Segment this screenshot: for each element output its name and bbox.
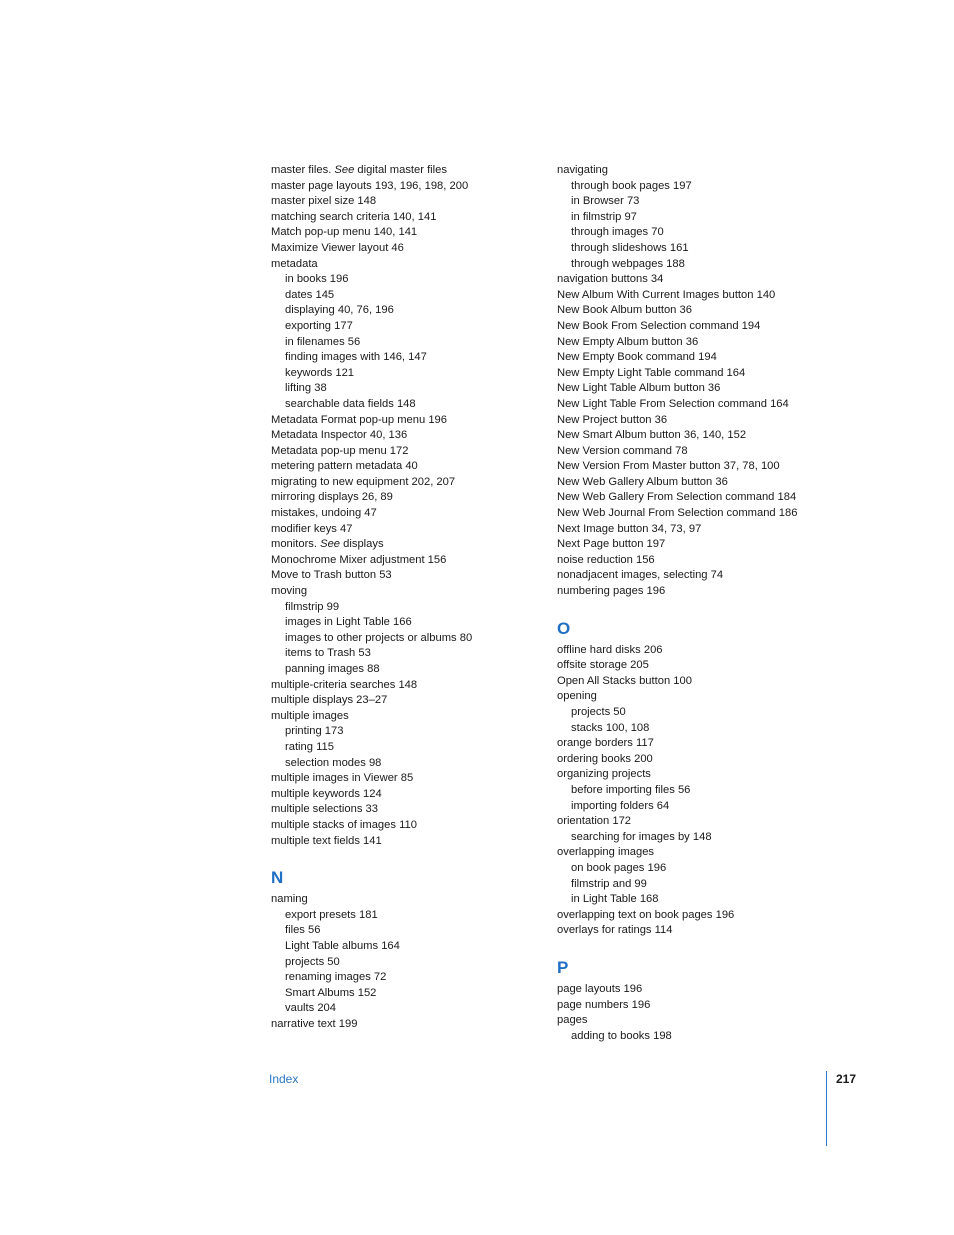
index-subentry: dates 145 (285, 288, 335, 301)
index-entry: noise reduction 156 (557, 553, 655, 566)
index-entry: New Empty Book command 194 (557, 351, 717, 364)
index-entry: multiple images in Viewer 85 (271, 772, 414, 785)
index-entry: New Web Journal From Selection command 186 (557, 507, 798, 520)
index-entry: multiple selections 33 (271, 803, 378, 816)
index-subentry: on book pages 196 (571, 861, 667, 874)
index-entry: migrating to new equipment 202, 207 (271, 475, 456, 488)
index-entry: page layouts 196 (557, 982, 643, 995)
index-entry-term: monitors. (271, 538, 321, 551)
index-entry: multiple keywords 124 (271, 787, 382, 800)
index-subentry: files 56 (285, 924, 321, 937)
index-entry: organizing projects (557, 768, 651, 781)
index-entry: moving (271, 585, 308, 598)
index-letter-heading: N (271, 868, 284, 888)
index-subentry: projects 50 (571, 706, 626, 718)
index-letter-heading: O (557, 618, 571, 638)
cross-reference-target: digital master files (354, 164, 447, 176)
index-subentry: vaults 204 (285, 1002, 336, 1015)
index-subentry: projects 50 (285, 955, 340, 968)
index-entry: New Version command 78 (557, 444, 688, 457)
index-subentry: adding to books 198 (571, 1029, 672, 1042)
index-entry: Open All Stacks button 100 (557, 674, 692, 687)
index-column-left (271, 163, 541, 1032)
index-entry: New Empty Album button 36 (557, 335, 699, 348)
index-subentry: images to other projects or albums 80 (285, 631, 473, 644)
index-entry: ordering books 200 (557, 752, 653, 765)
index-entry: New Light Table Album button 36 (557, 382, 721, 395)
footer-divider (826, 1071, 827, 1146)
index-entry: multiple images (271, 709, 349, 722)
index-column-right (557, 163, 827, 1044)
index-entry: Metadata Format pop-up menu 196 (271, 413, 447, 426)
index-entry: New Project button 36 (557, 413, 668, 426)
index-subentry: through book pages 197 (571, 179, 692, 192)
index-entry: New Web Gallery Album button 36 (557, 475, 728, 488)
index-entry: New Web Gallery From Selection command 184 (557, 491, 797, 504)
index-entry: offline hard disks 206 (557, 643, 663, 656)
index-entry (271, 163, 541, 179)
see-reference: See (320, 538, 341, 551)
index-subentry: searching for images by 148 (571, 830, 712, 843)
index-entry: pages (557, 1014, 588, 1027)
index-subentry: printing 173 (285, 725, 344, 738)
index-subentry: in Light Table 168 (571, 893, 659, 906)
index-entry: New Version From Master button 37, 78, 100 (557, 460, 780, 473)
cross-reference-target: displays (340, 538, 384, 551)
footer-section-label: Index (269, 1072, 299, 1086)
index-entry: Next Image button 34, 73, 97 (557, 522, 702, 535)
index-entry: mistakes, undoing 47 (271, 507, 377, 520)
index-entry: New Book From Selection command 194 (557, 319, 761, 332)
see-reference: See (334, 164, 355, 176)
index-subentry: before importing files 56 (571, 783, 691, 796)
index-subentry: finding images with 146, 147 (285, 351, 427, 364)
index-entry: New Empty Light Table command 164 (557, 366, 746, 379)
index-subentry: lifting 38 (285, 382, 327, 395)
index-entry: naming (271, 893, 308, 906)
index-entry: master page layouts 193, 196, 198, 200 (271, 179, 469, 192)
index-subentry: Light Table albums 164 (285, 939, 400, 952)
index-entry: Monochrome Mixer adjustment 156 (271, 553, 447, 566)
index-entry (271, 537, 541, 553)
index-entry: offsite storage 205 (557, 659, 649, 672)
index-subentry: in filenames 56 (285, 335, 361, 348)
index-entry: overlays for ratings 114 (557, 924, 673, 937)
index-entry: opening (557, 690, 597, 703)
index-subentry: rating 115 (285, 740, 334, 753)
index-subentry: stacks 100, 108 (571, 721, 650, 734)
index-entry: New Smart Album button 36, 140, 152 (557, 429, 747, 442)
index-entry: Maximize Viewer layout 46 (271, 241, 404, 254)
index-entry: matching search criteria 140, 141 (271, 210, 437, 223)
index-entry: Metadata Inspector 40, 136 (271, 429, 408, 442)
index-subentry: in filmstrip 97 (571, 210, 637, 223)
index-entry: New Album With Current Images button 140 (557, 288, 776, 301)
index-subentry: items to Trash 53 (285, 647, 371, 660)
index-entry: navigation buttons 34 (557, 273, 664, 286)
index-entry: page numbers 196 (557, 998, 651, 1011)
index-entry: multiple-criteria searches 148 (271, 678, 418, 691)
index-subentry: exporting 177 (285, 319, 353, 332)
index-entry: Metadata pop-up menu 172 (271, 444, 409, 457)
index-entry: multiple stacks of images 110 (271, 818, 417, 831)
index-subentry: Smart Albums 152 (285, 986, 377, 999)
index-entry-term: master files. (271, 164, 335, 176)
index-subentry: in books 196 (285, 273, 349, 286)
index-subentry: selection modes 98 (285, 756, 382, 769)
page-number: 217 (836, 1072, 857, 1086)
index-entry: orange borders 117 (557, 737, 654, 750)
index-subentry: panning images 88 (285, 663, 380, 675)
index-subentry: in Browser 73 (571, 195, 640, 208)
index-entry: Move to Trash button 53 (271, 569, 392, 582)
index-subentry: displaying 40, 76, 196 (285, 304, 394, 317)
index-entry: Next Page button 197 (557, 538, 666, 551)
index-entry: orientation 172 (557, 815, 632, 828)
index-entry: nonadjacent images, selecting 74 (557, 569, 724, 582)
index-entry: navigating (557, 164, 609, 176)
index-subentry: export presets 181 (285, 908, 378, 921)
index-entry: overlapping images (557, 846, 655, 859)
index-subentry: through slideshows 161 (571, 241, 689, 254)
index-entry: mirroring displays 26, 89 (271, 491, 393, 504)
index-entry: multiple text fields 141 (271, 834, 382, 847)
index-subentry: images in Light Table 166 (285, 616, 412, 629)
index-entry: overlapping text on book pages 196 (557, 908, 735, 921)
index-subentry: keywords 121 (285, 366, 355, 379)
index-subentry: searchable data fields 148 (285, 397, 416, 410)
index-entry: numbering pages 196 (557, 585, 666, 598)
index-subentry: filmstrip and 99 (571, 877, 647, 890)
index-entry: metadata (271, 257, 318, 270)
index-subentry: through images 70 (571, 226, 664, 239)
index-entry: multiple displays 23–27 (271, 694, 388, 707)
index-subentry: filmstrip 99 (285, 600, 340, 613)
index-entry: Match pop-up menu 140, 141 (271, 226, 418, 239)
index-entry: New Book Album button 36 (557, 304, 692, 317)
index-subentry: through webpages 188 (571, 257, 685, 270)
index-entry: narrative text 199 (271, 1017, 358, 1030)
index-entry: modifier keys 47 (271, 522, 353, 535)
index-entry: master pixel size 148 (271, 195, 377, 208)
index-subentry: importing folders 64 (571, 799, 670, 812)
index-entry: metering pattern metadata 40 (271, 460, 418, 473)
index-entry: New Light Table From Selection command 164 (557, 397, 789, 410)
index-subentry: renaming images 72 (285, 971, 387, 984)
index-letter-heading: P (557, 957, 569, 977)
